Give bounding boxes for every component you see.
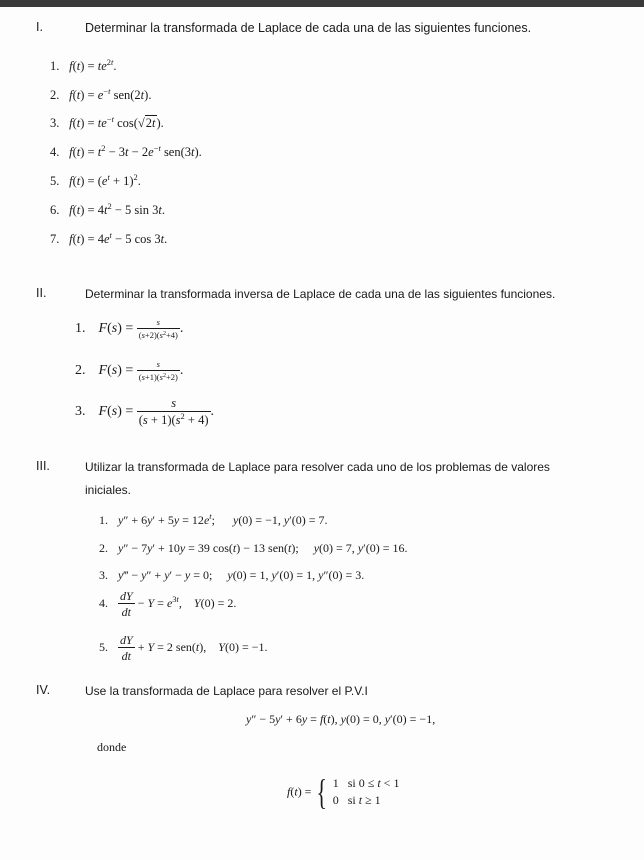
item-expression: $\frac{dY}{dt}$ + Y = 2 sen(t), Y(0) = −1. xyxy=(120,633,268,663)
item-expression: $f(t) = t^2 - 3t - 2e^{-t}$ sen(3t). xyxy=(69,143,202,159)
item-number: 1. xyxy=(50,59,60,73)
piecewise-cases xyxy=(333,775,400,809)
piecewise-case-1: 1 si 0 ≤ t < 1 xyxy=(332,776,400,790)
s3-item-1 xyxy=(99,513,328,528)
section-1-numeral: I. xyxy=(36,20,43,34)
s1-item-2 xyxy=(50,88,151,103)
item-number: 2. xyxy=(75,362,86,378)
piecewise-case-2: 0 si t ≥ 1 xyxy=(332,793,381,807)
s1-item-7 xyxy=(50,232,167,247)
section-3-title-line-2: iniciales. xyxy=(85,483,132,497)
section-2-title: Determinar la transformada inversa de Laplace de cada una de las siguientes funciones. xyxy=(85,287,556,301)
s2-item-1 xyxy=(75,318,183,339)
item-expression: y‴ − y″ + y′ − y = 0; y(0) = 1, y′(0) = 1, y″(0) = 3. xyxy=(118,568,365,582)
s3-item-2 xyxy=(99,541,408,556)
s4-donde: donde xyxy=(97,740,127,754)
item-expression: y″ − 7y′ + 10y = 39 cos(t) − 13 sen(t); y(0) = 7, y′(0) = 16. xyxy=(118,541,408,555)
s4-piecewise xyxy=(287,774,399,810)
s3-item-4 xyxy=(99,590,236,618)
item-expression: F(s) = $\frac{s}{(s+1)(s^2+2)}$ . xyxy=(98,359,184,382)
s1-item-4 xyxy=(50,145,202,160)
item-number: 3. xyxy=(75,403,86,419)
item-number: 3. xyxy=(50,116,60,130)
section-3-numeral: III. xyxy=(36,459,50,473)
item-number: 2. xyxy=(50,88,60,102)
item-expression: $f(t) = e^{-t}$ sen(2t). xyxy=(69,86,152,102)
s1-item-6 xyxy=(50,203,165,218)
s2-item-3 xyxy=(75,397,214,426)
section-3-title-line-1: Utilizar la transformada de Laplace para resolver cada uno de los problemas de valores xyxy=(85,460,550,474)
s1-item-1 xyxy=(50,59,117,74)
item-number: 5. xyxy=(99,639,108,654)
item-expression: $f(t) = 4e^t - 5$ cos 3t. xyxy=(69,230,168,246)
item-number: 1. xyxy=(75,320,86,336)
section-1-title: Determinar la transformada de Laplace de cada una de las siguientes funciones. xyxy=(85,21,532,35)
section-4-numeral: IV. xyxy=(36,683,51,697)
item-expression: $y'' + 6y' + 5y = 12e^t$; y(0) = −1, y′(0) = 7. xyxy=(118,511,328,527)
left-brace: { xyxy=(316,772,328,812)
item-number: 2. xyxy=(99,541,108,555)
item-number: 7. xyxy=(50,232,60,246)
item-expression: F(s) = $\frac{s}{(s+2)(s^2+4)}$ . xyxy=(98,317,184,340)
item-expression: $f(t) = te^{-t}$ cos(√2t). xyxy=(69,114,164,130)
s3-item-3 xyxy=(99,568,364,583)
item-number: 3. xyxy=(99,568,108,582)
item-expression: F(s) = $\frac{s}{(s + 1)(s^2 + 4)}$ . xyxy=(98,396,215,427)
item-number: 6. xyxy=(50,203,60,217)
item-expression: $f(t) = 4t^2 - 5$ sin 3t. xyxy=(69,201,165,217)
item-expression: $f(t) = te^{2t}$. xyxy=(69,57,117,73)
item-number: 4. xyxy=(50,145,60,159)
item-number: 4. xyxy=(99,595,108,610)
s2-item-2 xyxy=(75,360,183,381)
s1-item-3 xyxy=(50,116,164,131)
item-number: 5. xyxy=(50,174,60,188)
item-expression: $f(t) = (e^t + 1)^2$. xyxy=(69,172,141,188)
piecewise-lhs: f(t) = xyxy=(287,784,312,799)
s3-item-5 xyxy=(99,634,267,662)
s4-equation: y″ − 5y′ + 6y = f(t), y(0) = 0, y′(0) = −1, xyxy=(246,712,436,726)
top-bar xyxy=(0,0,644,7)
s1-item-5 xyxy=(50,174,141,189)
section-2-numeral: II. xyxy=(36,286,47,300)
item-number: 1. xyxy=(99,513,108,527)
item-expression: $\frac{dY}{dt}$ − $Y = e^{3t}$, Y(0) = 2. xyxy=(120,589,237,619)
section-4-title: Use la transformada de Laplace para resolver el P.V.I xyxy=(85,684,368,698)
